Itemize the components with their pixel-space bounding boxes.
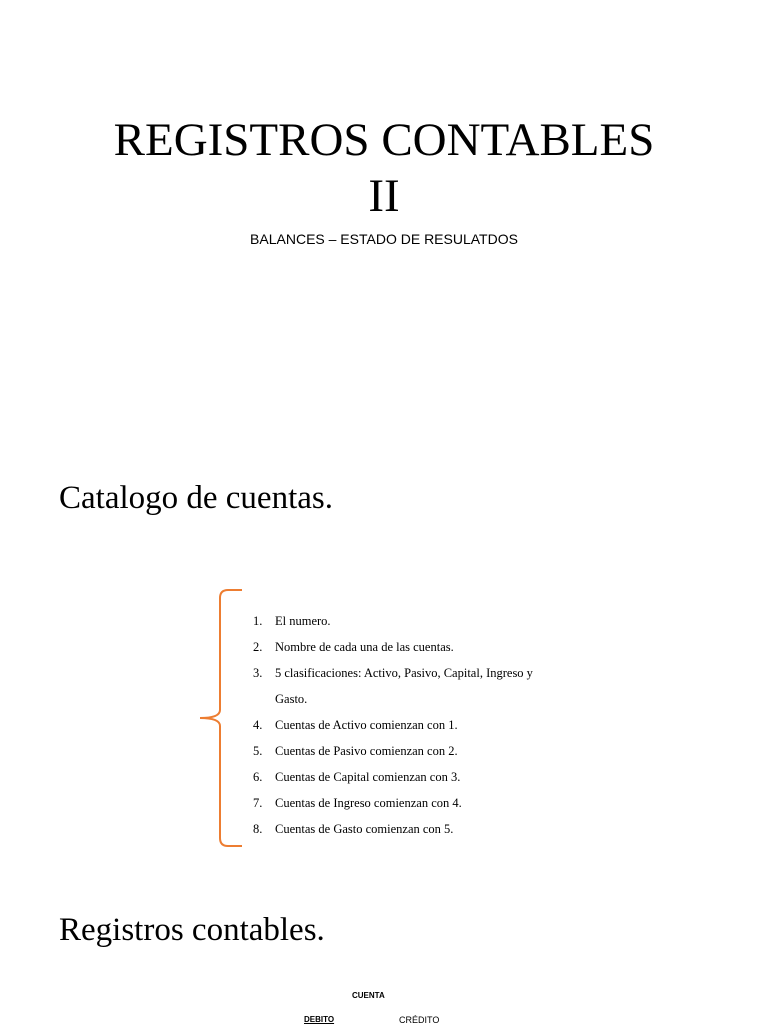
list-item: 5. Cuentas de Pasivo comienzan con 2. — [253, 744, 458, 758]
list-item: 1. El numero. — [253, 614, 331, 628]
registros-heading: Registros contables. — [59, 912, 325, 948]
title-line-1: REGISTROS CONTABLES — [113, 114, 655, 166]
list-item: 2. Nombre de cada una de las cuentas. — [253, 640, 454, 654]
title-line-2: II — [368, 170, 400, 222]
list-item: 4. Cuentas de Activo comienzan con 1. — [253, 718, 458, 732]
document-subtitle: BALANCES – ESTADO DE RESULATDOS — [250, 231, 518, 247]
credit-label: CRÉDITO — [399, 1015, 440, 1025]
catalog-list — [253, 608, 553, 842]
debit-label: DEBITO — [304, 1015, 335, 1024]
list-item: 7. Cuentas de Ingreso comienzan con 4. — [253, 796, 462, 810]
list-item: 3. 5 clasificaciones: Activo, Pasivo, Capital, Ingreso y Gasto. — [253, 666, 533, 706]
document-title — [0, 112, 768, 224]
list-item: 6. Cuentas de Capital comienzan con 3. — [253, 770, 461, 784]
list-item: 8. Cuentas de Gasto comienzan con 5. — [253, 822, 454, 836]
catalog-heading: Catalogo de cuentas. — [59, 480, 333, 516]
t-account-header: CUENTA — [352, 991, 385, 1000]
curly-brace-icon — [196, 588, 246, 850]
